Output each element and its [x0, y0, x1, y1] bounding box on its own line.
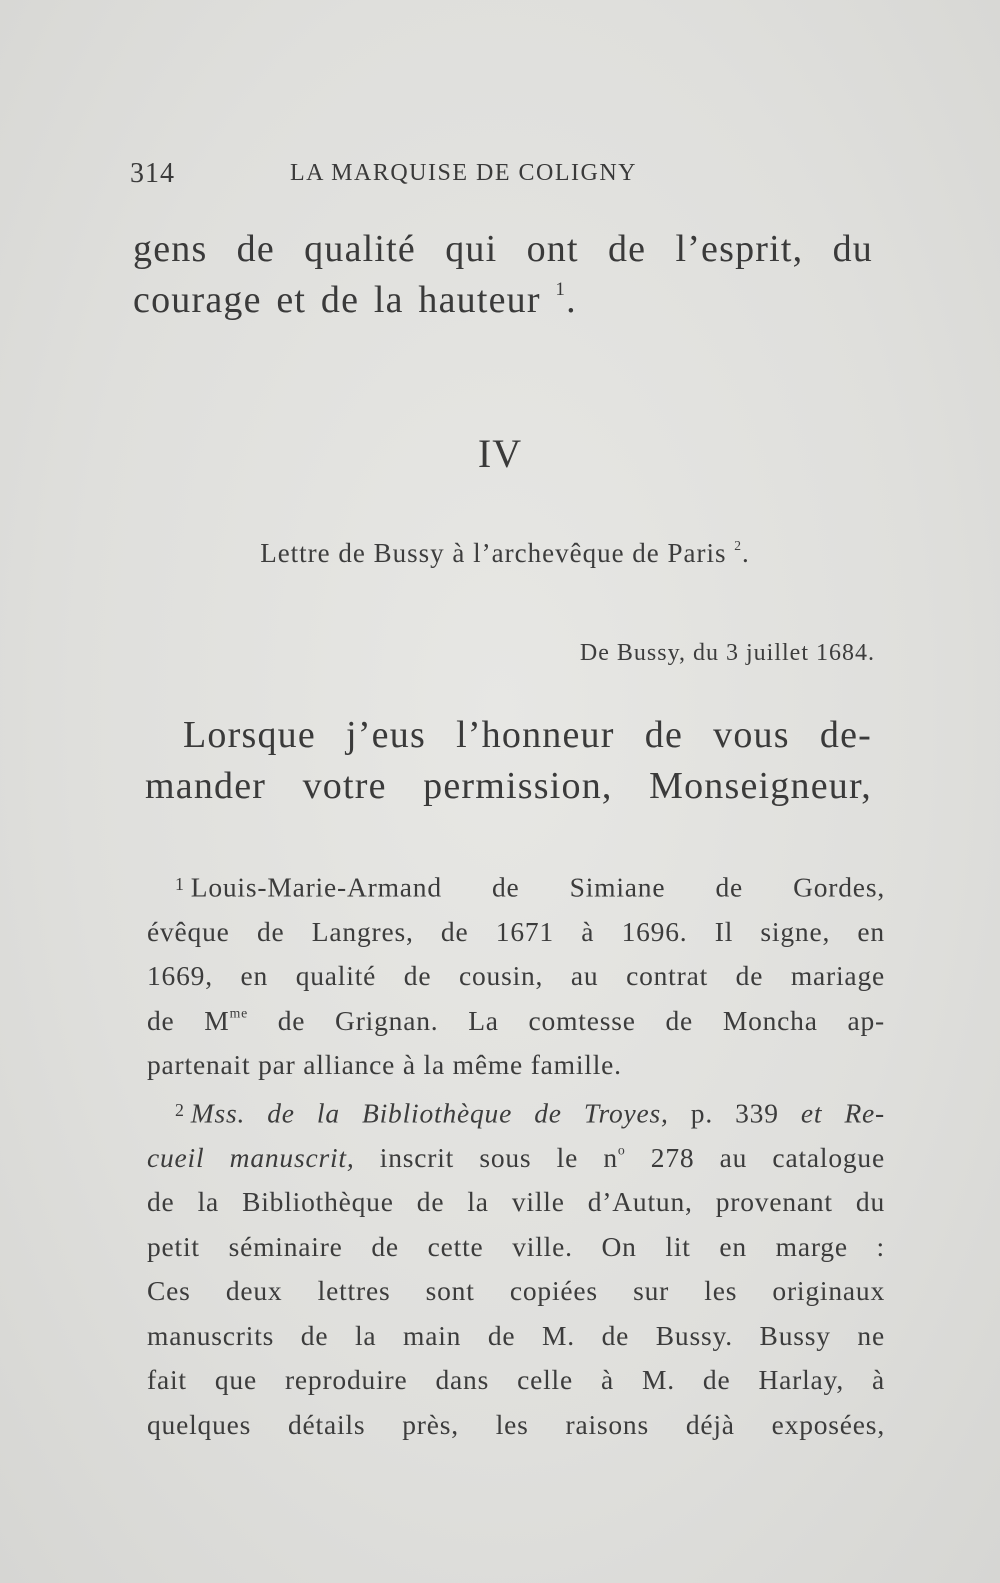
text-line [133, 275, 873, 326]
footnote-line: Ces deux lettres sont copiées sur les originaux [147, 1275, 885, 1306]
footnote-line [147, 1136, 885, 1181]
page-number: 314 [130, 158, 175, 189]
text-segment: courage et de la hauteur [133, 279, 541, 321]
footnote-line: petit séminaire de cette ville. On lit en marge : [147, 1230, 885, 1262]
text-segment: 278 au catalogue [625, 1141, 885, 1173]
opening-paragraph [145, 710, 872, 812]
text-segment: Mss. de la Bibliothèque de Troyes, [190, 1097, 669, 1128]
text-segment: de Grignan. La comtesse de Moncha ap- [247, 1004, 886, 1036]
footnote-2 [147, 1088, 885, 1447]
footnote-line [147, 862, 885, 910]
text-segment: . [566, 279, 577, 321]
text-segment: . [742, 538, 750, 568]
text-segment: inscrit sous le n [354, 1141, 618, 1173]
footnote-1 [147, 862, 885, 1088]
continued-paragraph [133, 224, 873, 326]
text-segment: Louis-Marie-Armand de Simiane de Gordes, [190, 871, 885, 903]
text-line: Lorsque j’eus l’honneur de vous de- [183, 714, 872, 756]
text-segment: et Re- [800, 1097, 886, 1128]
footnote-line [147, 999, 885, 1044]
footnote-mark: 1 [175, 874, 185, 894]
text-segment: cueil manuscrit, [147, 1141, 355, 1173]
footnote-line: partenait par alliance à la même famille. [147, 1049, 622, 1081]
footnote-line: quelques détails près, les raisons déjà exposées, [147, 1408, 885, 1440]
text-segment: p. 339 [668, 1097, 801, 1128]
text-segment: de M [147, 1004, 230, 1036]
footnote-line: évêque de Langres, de 1671 à 1696. Il signe, en [147, 915, 885, 947]
footnote-mark: 2 [175, 1099, 185, 1120]
section-number: IV [477, 431, 523, 476]
footnote-line: 1669, en qualité de cousin, au contrat de mariage [147, 960, 885, 992]
footnote-ref: 1 [555, 278, 567, 300]
footnote-line: manuscrits de la main de M. de Bussy. Bussy ne [147, 1319, 885, 1351]
footnotes [147, 862, 885, 1447]
text-segment: Lettre de Bussy à l’archevêque de Paris [260, 538, 727, 568]
letter-title [0, 538, 1000, 569]
running-title: LA MARQUISE DE COLIGNY [290, 160, 637, 186]
text-line: gens de qualité qui ont de l’esprit, du [133, 228, 873, 270]
superscript: me [229, 1005, 248, 1021]
footnote-line: fait que reproduire dans celle à M. de Harlay, à [147, 1364, 885, 1395]
text-line: mander votre permission, Monseigneur, [145, 765, 872, 807]
superscript: o [617, 1142, 626, 1158]
footnote-line [147, 1088, 885, 1136]
dateline: De Bussy, du 3 juillet 1684. [579, 640, 875, 666]
running-head [130, 158, 850, 198]
footnote-line: de la Bibliothèque de la ville d’Autun, provenant du [147, 1186, 885, 1217]
footnote-ref: 2 [734, 537, 743, 553]
